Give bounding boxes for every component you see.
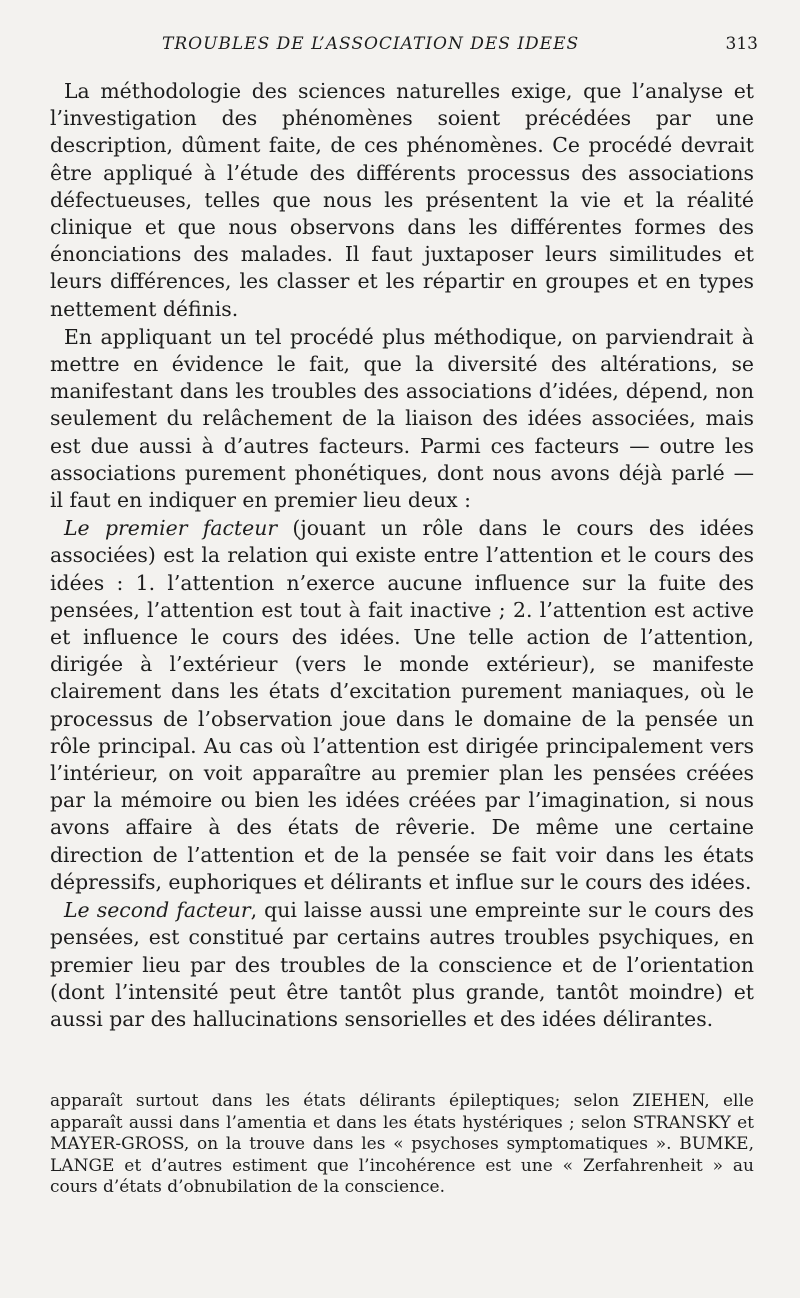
- page-number: 313: [725, 34, 758, 54]
- running-header: [50, 30, 758, 60]
- footnote: [50, 1091, 754, 1199]
- main-text: [50, 78, 754, 1033]
- running-title: TROUBLES DE L’ASSOCIATION DES IDEES: [162, 34, 580, 54]
- paragraph-2: En appliquant un tel procédé plus méthodique, on parviendrait à mettre en évidence le fait, que la diversité des altérations, se manifestant dans les troubles des associations d’idées, dépend, non seulement du relâchement de la liaison des idées associées, mais est due aussi à d’autres facteurs. Parmi ces facteurs — outre les associations purement phonétiques, dont nous avons déjà parlé — il faut en indiquer en premier lieu deux :: [50, 324, 754, 513]
- paragraph-3-lead: Le premier facteur: [64, 516, 278, 541]
- paragraph-4: [50, 897, 754, 1033]
- paragraph-1: La méthodologie des sciences naturelles exige, que l’analyse et l’investigation des phénomènes soient précédées par une description, dûment faite, de ces phénomènes. Ce procédé devrait être appliqué à l’étude des différents processus des associations défectueuses, telles que nous les présentent la vie et la réalité clinique et que nous observons dans les différentes formes des énonciations des malades. Il faut juxtaposer leurs similitudes et leurs différences, les classer et les répartir en groupes et en types nettement définis.: [50, 79, 754, 321]
- paragraph-4-lead: Le second facteur: [64, 898, 251, 923]
- paragraph-3: [50, 515, 754, 896]
- footnote-text: apparaît surtout dans les états délirants épileptiques; selon ZIEHEN, elle apparaît aussi dans l’amentia et dans les états hystériques ; selon STRANSKY et MAYER-GROSS, on la trouve dans les « psychoses symptomatiques ». BUMKE, LANGE et d’autres estiment que l’incohérence est une « Zerfahrenheit » au cours d’états d’obnubilation de la conscience.: [50, 1091, 754, 1198]
- paragraph-4-text: , qui laisse aussi une empreinte sur le cours des pensées, est constitué par certains autres troubles psychiques, en premier lieu par des troubles de la conscience et de l’orientation (dont l’intensité peut être tantôt plus grande, tantôt moindre) et aussi par des hallucinations sensorielles et des idées délirantes.: [50, 898, 754, 1031]
- paragraph-3-text: (jouant un rôle dans le cours des idées associées) est la relation qui existe entre l’attention et le cours des idées : 1. l’attention n’exerce aucune influence sur la fuite des pensées, l’attention est tout à fait inactive ; 2. l’attention est active et influence le cours des idées. Une telle action de l’attention, dirigée à l’extérieur (vers le monde extérieur), se manifeste clairement dans les états d’excitation purement maniaques, où le processus de l’observation joue dans le domaine de la pensée un rôle principal. Au cas où l’attention est dirigée principalement vers l’intérieur, on voit apparaître au premier plan les pensées créées par la mémoire ou bien les idées créées par l’imagination, si nous avons affaire à des états de rêverie. De même une certaine direction de l’attention et de la pensée se fait voir dans les états dépressifs, euphoriques et délirants et influe sur le cours des idées.: [50, 516, 755, 894]
